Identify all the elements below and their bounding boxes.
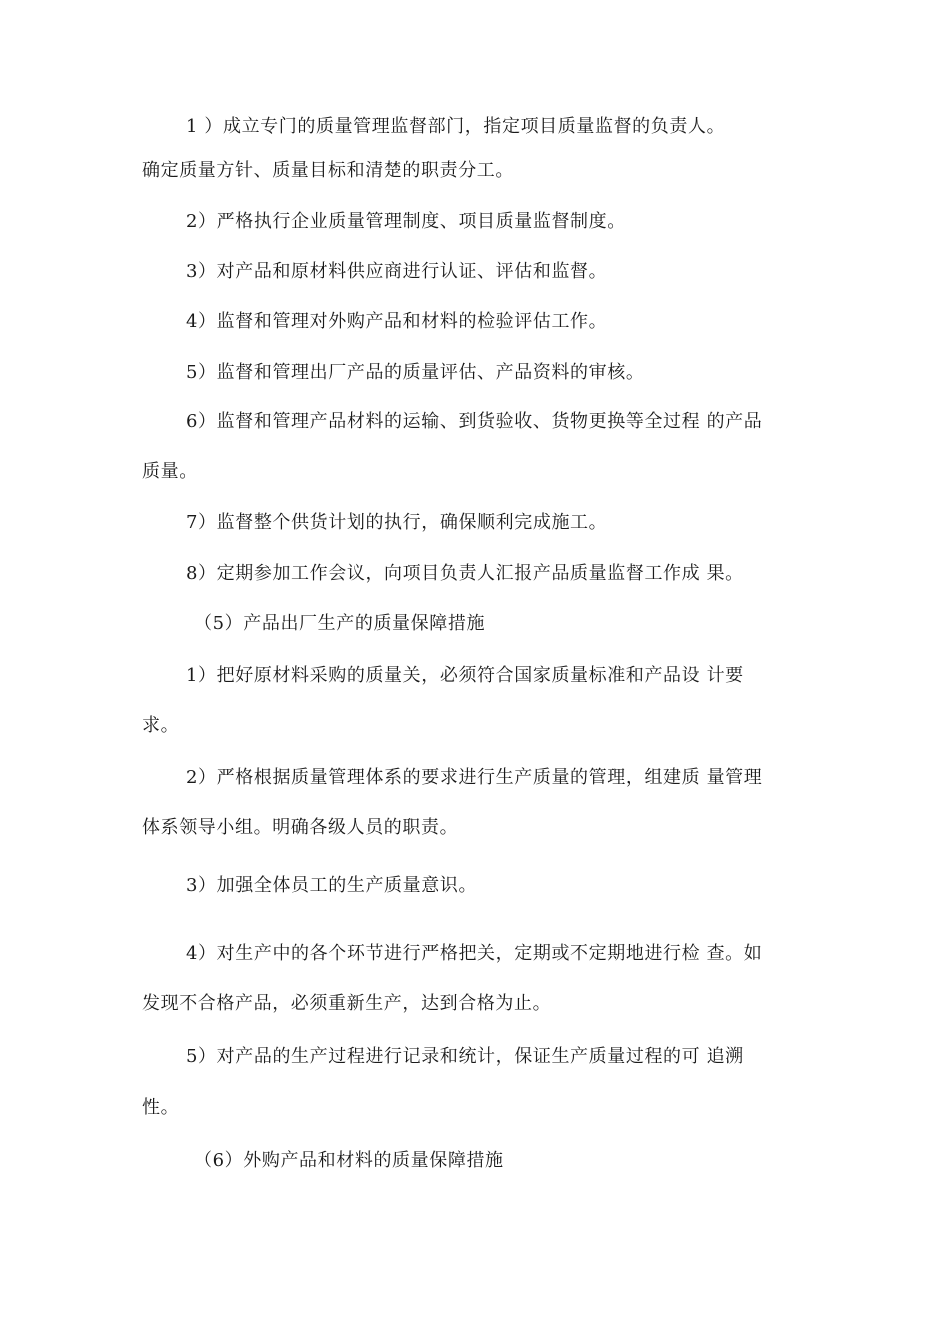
paragraph-10-line-2: 体系领导小组。明确各级人员的职责。 [142,817,459,838]
paragraph-4: 4）监督和管理对外购产品和材料的检验评估工作。 [186,311,608,332]
section-heading-6: （6）外购产品和材料的质量保障措施 [194,1150,504,1171]
section-heading-5: （5）产品出厂生产的质量保障措施 [194,613,486,634]
paragraph-6-line-2: 质量。 [142,461,198,482]
paragraph-10-line-1: 2）严格根据质量管理体系的要求进行生产质量的管理，组建质 量管理 [186,767,763,788]
paragraph-8: 8）定期参加工作会议，向项目负责人汇报产品质量监督工作成 果。 [186,563,744,584]
paragraph-1-line-2: 确定质量方针、质量目标和清楚的职责分工。 [142,160,514,181]
paragraph-1-line-1: 1 ）成立专门的质量管理监督部门，指定项目质量监督的负责人。 [186,116,726,137]
paragraph-9-line-1: 1）把好原材料采购的质量关，必须符合国家质量标准和产品设 计要 [186,665,744,686]
paragraph-7: 7）监督整个供货计划的执行，确保顺利完成施工。 [186,512,608,533]
paragraph-13-line-2: 性。 [142,1097,180,1118]
paragraph-5: 5）监督和管理出厂产品的质量评估、产品资料的审核。 [186,362,645,383]
paragraph-3: 3）对产品和原材料供应商进行认证、评估和监督。 [186,261,608,282]
paragraph-12-line-2: 发现不合格产品，必须重新生产，达到合格为止。 [142,993,552,1014]
paragraph-2: 2）严格执行企业质量管理制度、项目质量监督制度。 [186,211,626,232]
paragraph-9-line-2: 求。 [142,715,180,736]
paragraph-11: 3）加强全体员工的生产质量意识。 [186,875,478,896]
paragraph-6-line-1: 6）监督和管理产品材料的运输、到货验收、货物更换等全过程 的产品 [186,411,763,432]
paragraph-12-line-1: 4）对生产中的各个环节进行严格把关，定期或不定期地进行检 查。如 [186,943,763,964]
paragraph-13-line-1: 5）对产品的生产过程进行记录和统计，保证生产质量过程的可 追溯 [186,1046,744,1067]
